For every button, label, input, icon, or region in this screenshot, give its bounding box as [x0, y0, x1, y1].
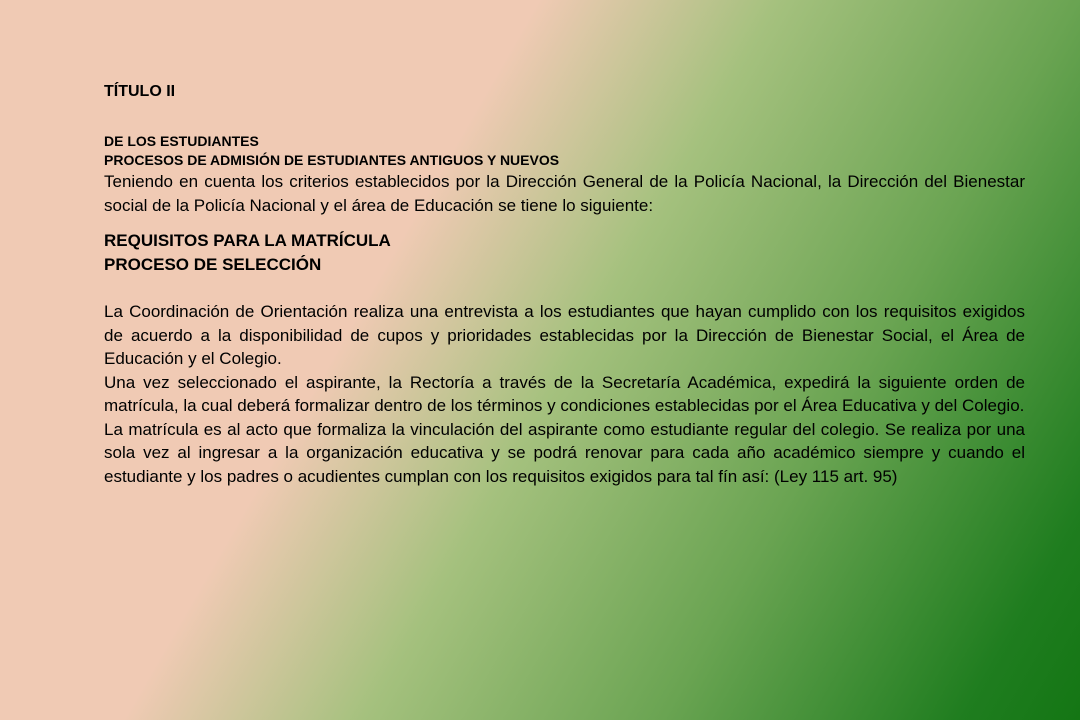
paragraph-enrollment: La matrícula es al acto que formaliza la vinculación del aspirante como estudiante regular del colegio. Se realiza por una sola vez al ingresar a la organización educativa y se podrá renovar para cada año académico siempre y cuando el estudiante y los padres o acudientes cumplan con los requisitos exigidos para tal fín así: (Ley 115 art. 95) — [104, 419, 1025, 486]
paragraph-selection: Una vez seleccionado el aspirante, la Rectoría a través de la Secretaría Académica, expedirá la siguiente orden de matrícula, la cual deberá formalizar dentro de los términos y condiciones establecidas por el Área Educativa y del Colegio. — [104, 372, 1025, 415]
subtitle-admission: PROCESOS DE ADMISIÓN DE ESTUDIANTES ANTIGUOS Y NUEVOS — [104, 152, 560, 168]
slide-content — [104, 82, 1025, 488]
spacer — [104, 217, 1025, 229]
document-title: TÍTULO II — [104, 83, 176, 100]
intro-paragraph: Teniendo en cuenta los criterios establecidos por la Dirección General de la Policía Nacional, la Dirección del Bienestar social de la Policía Nacional y el área de Educación se tiene lo siguiente: — [104, 172, 1025, 215]
spacer — [104, 276, 1025, 300]
heading-selection: PROCESO DE SELECCIÓN — [104, 254, 322, 274]
paragraph-orientation: La Coordinación de Orientación realiza una entrevista a los estudiantes que hayan cumplido con los requisitos exigidos de acuerdo a la disponibilidad de cupos y prioridades establecidas por la Dirección de Bienestar Social, el Área de Educación y el Colegio. — [104, 302, 1025, 368]
subtitle-students: DE LOS ESTUDIANTES — [104, 133, 259, 149]
heading-requirements: REQUISITOS PARA LA MATRÍCULA — [104, 231, 391, 250]
